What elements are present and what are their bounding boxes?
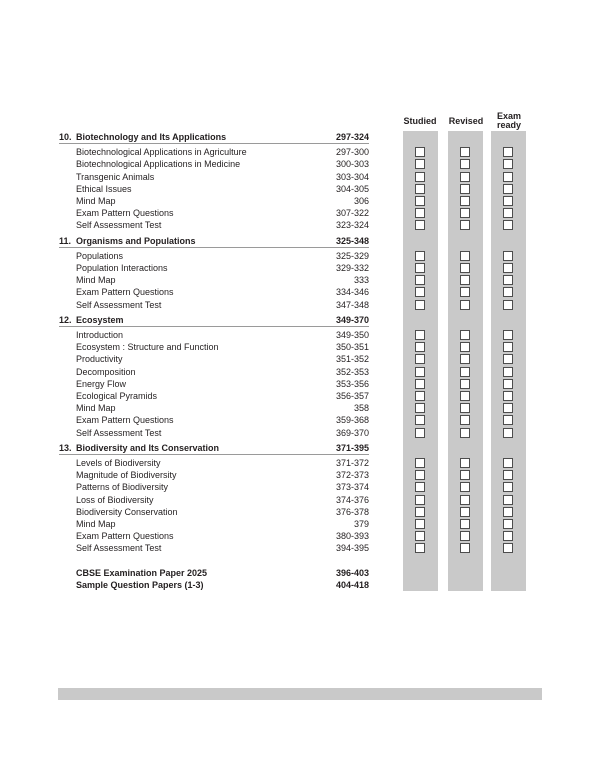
revised-checkbox[interactable] xyxy=(460,196,470,206)
chapter-divider xyxy=(59,326,369,327)
chapter-row xyxy=(0,235,600,247)
page-range: 350-351 xyxy=(335,342,369,353)
page-range: 369-370 xyxy=(335,427,369,438)
exam-ready-checkbox[interactable] xyxy=(503,196,513,206)
studied-checkbox[interactable] xyxy=(415,172,425,182)
studied-checkbox[interactable] xyxy=(415,196,425,206)
chapter-number: 12. xyxy=(59,314,72,325)
exam-ready-checkbox[interactable] xyxy=(503,208,513,218)
page-range: 333 xyxy=(353,275,369,286)
chapter-number: 10. xyxy=(59,132,72,142)
studied-checkbox[interactable] xyxy=(415,208,425,218)
exam-ready-checkbox[interactable] xyxy=(503,147,513,157)
page-range: 349-350 xyxy=(335,330,369,340)
revised-checkbox[interactable] xyxy=(460,458,470,468)
topic-title: Mind Map xyxy=(76,403,116,414)
page-range: 396-403 xyxy=(335,567,369,578)
revised-checkbox[interactable] xyxy=(460,300,470,310)
page-range: 371-395 xyxy=(335,442,369,453)
exam-ready-checkbox[interactable] xyxy=(503,458,513,468)
exam-ready-checkbox[interactable] xyxy=(503,330,513,340)
exam-ready-checkbox[interactable] xyxy=(503,184,513,194)
exam-ready-checkbox[interactable] xyxy=(503,342,513,352)
studied-checkbox[interactable] xyxy=(415,330,425,340)
exam-ready-checkbox[interactable] xyxy=(503,287,513,297)
page-range: 297-324 xyxy=(335,132,369,142)
revised-checkbox[interactable] xyxy=(460,531,470,541)
topic-title: Sample Question Papers (1-3) xyxy=(76,579,204,590)
studied-checkbox[interactable] xyxy=(415,367,425,377)
page-range: 380-393 xyxy=(335,531,369,542)
topic-title: Transgenic Animals xyxy=(76,171,155,182)
extra-row xyxy=(0,567,600,579)
revised-checkbox[interactable] xyxy=(460,379,470,389)
page-range: 372-373 xyxy=(335,470,369,481)
exam-ready-checkbox[interactable] xyxy=(503,482,513,492)
topic-title: Self Assessment Test xyxy=(76,299,162,310)
studied-column-header: Studied xyxy=(403,116,437,126)
exam-ready-checkbox[interactable] xyxy=(503,300,513,310)
studied-checkbox[interactable] xyxy=(415,300,425,310)
topic-title: Biotechnological Applications in Agriculture xyxy=(76,147,247,158)
topic-title: Energy Flow xyxy=(76,378,127,389)
chapter-number: 13. xyxy=(59,442,72,453)
topic-title: Exam Pattern Questions xyxy=(76,208,174,219)
studied-checkbox[interactable] xyxy=(415,379,425,389)
topic-title: Self Assessment Test xyxy=(76,427,162,438)
page-range: 325-348 xyxy=(335,235,369,246)
chapter-row xyxy=(0,442,600,454)
chapter-row xyxy=(0,314,600,326)
page-range: 379 xyxy=(353,519,369,529)
page-range: 307-322 xyxy=(335,208,369,219)
revised-checkbox[interactable] xyxy=(460,507,470,517)
exam-ready-checkbox[interactable] xyxy=(503,403,513,413)
studied-checkbox[interactable] xyxy=(415,147,425,157)
revised-checkbox[interactable] xyxy=(460,519,470,529)
studied-checkbox[interactable] xyxy=(415,415,425,425)
topic-title: Productivity xyxy=(76,354,123,365)
exam-ready-checkbox[interactable] xyxy=(503,354,513,364)
exam-ready-column-header xyxy=(491,112,527,130)
extra-row xyxy=(0,579,600,591)
exam-ready-checkbox[interactable] xyxy=(503,159,513,169)
exam-ready-checkbox[interactable] xyxy=(503,172,513,182)
revised-checkbox[interactable] xyxy=(460,208,470,218)
chapter-divider xyxy=(59,143,369,144)
exam-ready-checkbox[interactable] xyxy=(503,367,513,377)
page-range: 353-356 xyxy=(335,378,369,389)
topic-title: Exam Pattern Questions xyxy=(76,287,174,298)
studied-checkbox[interactable] xyxy=(415,287,425,297)
revised-checkbox[interactable] xyxy=(460,391,470,401)
page-range: 376-378 xyxy=(335,506,369,517)
page-range: 325-329 xyxy=(335,250,369,261)
studied-checkbox[interactable] xyxy=(415,531,425,541)
page-range: 358 xyxy=(353,403,369,414)
exam-ready-checkbox[interactable] xyxy=(503,415,513,425)
revised-checkbox[interactable] xyxy=(460,482,470,492)
chapter-title: Ecosystem xyxy=(76,314,124,325)
studied-checkbox[interactable] xyxy=(415,507,425,517)
topic-title: Exam Pattern Questions xyxy=(76,531,174,542)
page-range: 359-368 xyxy=(335,415,369,426)
revised-checkbox[interactable] xyxy=(460,354,470,364)
revised-checkbox[interactable] xyxy=(460,342,470,352)
topic-title: Patterns of Biodiversity xyxy=(76,482,169,493)
topic-title: Mind Map xyxy=(76,275,116,286)
studied-checkbox[interactable] xyxy=(415,220,425,230)
exam-ready-checkbox[interactable] xyxy=(503,531,513,541)
page-range: 329-332 xyxy=(335,263,369,273)
studied-checkbox[interactable] xyxy=(415,251,425,261)
page-range: 306 xyxy=(353,196,369,206)
topic-title: Loss of Biodiversity xyxy=(76,494,154,505)
topic-title: Ecological Pyramids xyxy=(76,391,158,401)
page-range: 374-376 xyxy=(335,494,369,505)
chapter-divider xyxy=(59,454,369,455)
page-range: 304-305 xyxy=(335,183,369,194)
revised-checkbox[interactable] xyxy=(460,403,470,413)
studied-checkbox[interactable] xyxy=(415,184,425,194)
exam-ready-checkbox[interactable] xyxy=(503,495,513,505)
topic-title: Population Interactions xyxy=(76,263,168,273)
topic-title: Biodiversity Conservation xyxy=(76,506,178,517)
studied-checkbox[interactable] xyxy=(415,354,425,364)
page-range: 300-303 xyxy=(335,159,369,170)
exam-ready-checkbox[interactable] xyxy=(503,519,513,529)
page-range: 323-324 xyxy=(335,220,369,231)
studied-checkbox[interactable] xyxy=(415,495,425,505)
studied-checkbox[interactable] xyxy=(415,482,425,492)
topic-title: Ecosystem : Structure and Function xyxy=(76,342,219,353)
revised-checkbox[interactable] xyxy=(460,367,470,377)
revised-column-header: Revised xyxy=(448,116,484,126)
topic-title: Decomposition xyxy=(76,366,136,377)
studied-checkbox[interactable] xyxy=(415,403,425,413)
topic-title: Levels of Biodiversity xyxy=(76,458,161,468)
revised-checkbox[interactable] xyxy=(460,287,470,297)
topic-title: CBSE Examination Paper 2025 xyxy=(76,567,208,578)
exam-ready-checkbox[interactable] xyxy=(503,251,513,261)
studied-checkbox[interactable] xyxy=(415,263,425,273)
chapter-row xyxy=(0,131,600,143)
revised-checkbox[interactable] xyxy=(460,147,470,157)
topic-title: Ethical Issues xyxy=(76,183,132,194)
topic-title: Populations xyxy=(76,250,124,261)
exam-ready-header-line1: Exam xyxy=(496,111,522,121)
revised-checkbox[interactable] xyxy=(460,330,470,340)
chapter-divider xyxy=(59,247,369,248)
page-range: 394-395 xyxy=(335,543,369,554)
exam-ready-checkbox[interactable] xyxy=(503,275,513,285)
exam-ready-checkbox[interactable] xyxy=(503,543,513,553)
chapter-number: 11. xyxy=(59,235,72,246)
revised-checkbox[interactable] xyxy=(460,172,470,182)
page-range: 349-370 xyxy=(335,314,369,325)
page-range: 356-357 xyxy=(335,391,369,401)
revised-checkbox[interactable] xyxy=(460,543,470,553)
topic-title: Exam Pattern Questions xyxy=(76,415,174,426)
page-range: 404-418 xyxy=(335,579,369,590)
page-range: 371-372 xyxy=(335,458,369,468)
chapter-title: Biodiversity and Its Conservation xyxy=(76,442,220,453)
studied-checkbox[interactable] xyxy=(415,458,425,468)
studied-checkbox[interactable] xyxy=(415,342,425,352)
topic-title: Biotechnological Applications in Medicine xyxy=(76,159,241,170)
exam-ready-checkbox[interactable] xyxy=(503,507,513,517)
page-range: 347-348 xyxy=(335,299,369,310)
topic-title: Magnitude of Biodiversity xyxy=(76,470,177,481)
page-range: 297-300 xyxy=(335,147,369,158)
studied-checkbox[interactable] xyxy=(415,543,425,553)
studied-checkbox[interactable] xyxy=(415,470,425,480)
exam-ready-checkbox[interactable] xyxy=(503,379,513,389)
exam-ready-checkbox[interactable] xyxy=(503,391,513,401)
page-range: 334-346 xyxy=(335,287,369,298)
studied-checkbox[interactable] xyxy=(415,519,425,529)
topic-title: Self Assessment Test xyxy=(76,543,162,554)
exam-ready-checkbox[interactable] xyxy=(503,428,513,438)
topic-title: Mind Map xyxy=(76,196,116,206)
topic-title: Self Assessment Test xyxy=(76,220,162,231)
page-range: 352-353 xyxy=(335,366,369,377)
revised-checkbox[interactable] xyxy=(460,184,470,194)
revised-checkbox[interactable] xyxy=(460,159,470,169)
footer-bar xyxy=(58,688,542,700)
topic-title: Introduction xyxy=(76,330,124,340)
page-range: 373-374 xyxy=(335,482,369,493)
studied-checkbox[interactable] xyxy=(415,391,425,401)
revised-checkbox[interactable] xyxy=(460,495,470,505)
exam-ready-checkbox[interactable] xyxy=(503,220,513,230)
revised-checkbox[interactable] xyxy=(460,263,470,273)
exam-ready-header-line2: ready xyxy=(496,120,522,130)
revised-checkbox[interactable] xyxy=(460,220,470,230)
chapter-title: Biotechnology and Its Applications xyxy=(76,132,227,142)
studied-checkbox[interactable] xyxy=(415,275,425,285)
topic-title: Mind Map xyxy=(76,519,116,529)
page-range: 303-304 xyxy=(335,171,369,182)
revised-checkbox[interactable] xyxy=(460,275,470,285)
revised-checkbox[interactable] xyxy=(460,470,470,480)
exam-ready-checkbox[interactable] xyxy=(503,263,513,273)
revised-checkbox[interactable] xyxy=(460,415,470,425)
revised-checkbox[interactable] xyxy=(460,251,470,261)
studied-checkbox[interactable] xyxy=(415,428,425,438)
revised-checkbox[interactable] xyxy=(460,428,470,438)
page-range: 351-352 xyxy=(335,354,369,365)
exam-ready-checkbox[interactable] xyxy=(503,470,513,480)
studied-checkbox[interactable] xyxy=(415,159,425,169)
chapter-title: Organisms and Populations xyxy=(76,235,196,246)
